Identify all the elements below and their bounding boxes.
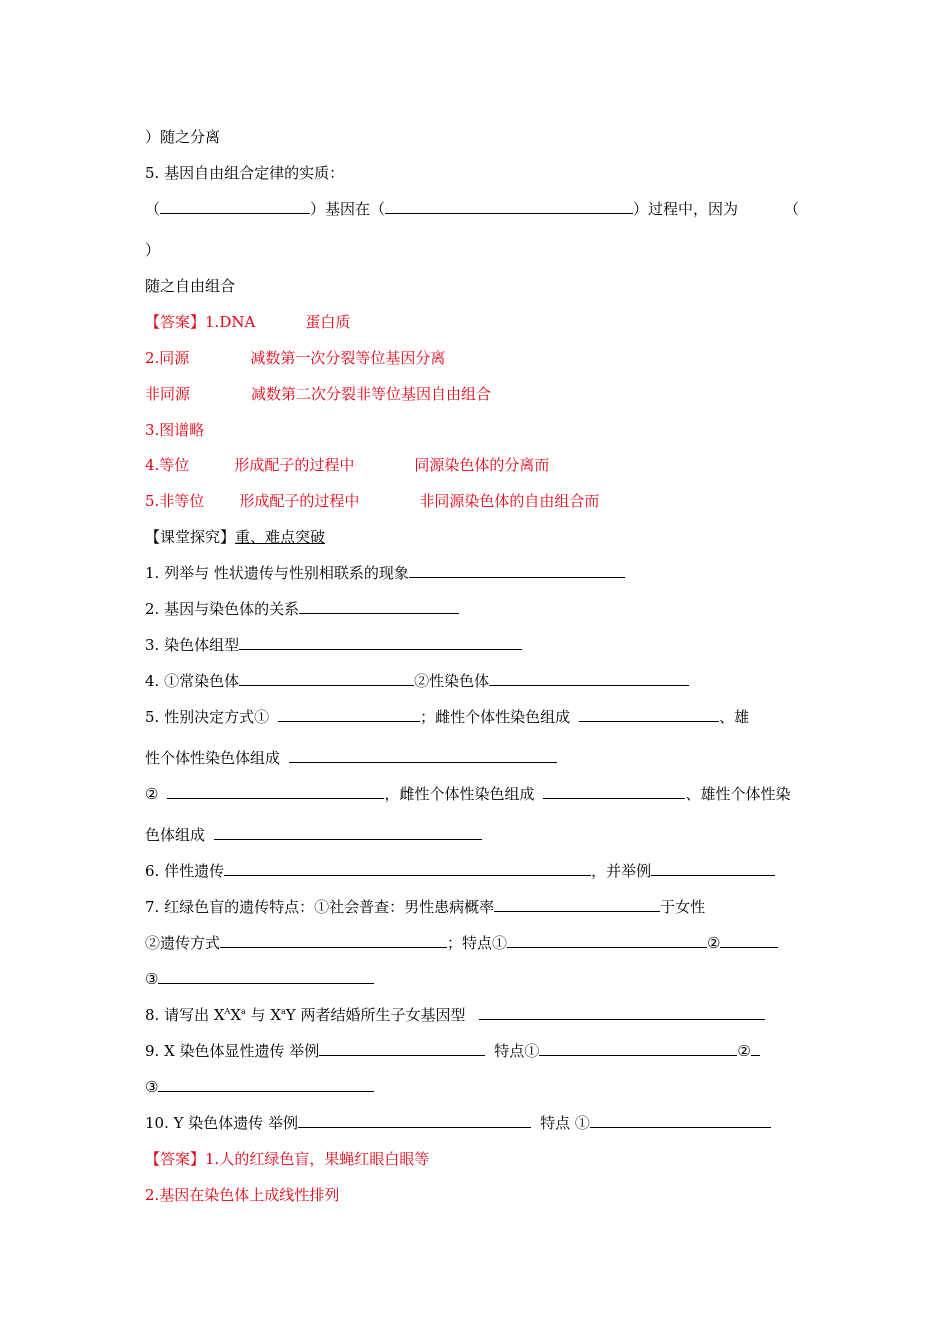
question-7a: 7. 红绿色盲的遗传特点：①社会普查：男性患病概率 于女性 (145, 898, 706, 916)
blank[interactable] (543, 784, 685, 799)
question-5a: 5. 性别决定方式① ；雌性个体性染色组成 、雄 (145, 708, 750, 726)
blank[interactable] (751, 1041, 760, 1056)
intro-line-1: 5. 基因自由组合定律的实质： (145, 164, 345, 182)
question-5b: 性个体性染色体组成 (145, 748, 557, 768)
answer-line-2: 2.同源 减数第一次分裂等位基因分离 (145, 349, 446, 367)
question-8: 8. 请写出 $X^AX^a$ 与 $X^aY$ 两者结婚所生子女基因型 (145, 1005, 765, 1025)
blank[interactable] (590, 1113, 771, 1128)
intro-line-2: （ ）基因在（ ）过程中，因为 （ (145, 200, 800, 218)
answer-line-5: 5.非等位 形成配子的过程中 非同源染色体的自由组合而 (145, 492, 600, 510)
blank[interactable] (160, 199, 310, 214)
answer-line-2b: 非同源 减数第二次分裂非等位基因自由组合 (145, 385, 492, 403)
blank[interactable] (158, 1077, 374, 1092)
question-9a: 9. X 染色体显性遗传 举例 特点① ② (145, 1041, 760, 1061)
question-7b: ②遗传方式 ；特点① ② (145, 933, 778, 953)
blank[interactable] (298, 1113, 531, 1128)
question-7c: ③ (145, 969, 374, 989)
blank[interactable] (214, 825, 482, 840)
blank[interactable] (651, 861, 775, 876)
blank[interactable] (489, 671, 689, 686)
blank[interactable] (539, 1041, 737, 1056)
blank[interactable] (158, 969, 374, 984)
question-5d: 色体组成 (145, 825, 482, 845)
blank[interactable] (494, 897, 660, 912)
blank[interactable] (299, 599, 459, 614)
intro-line-4: 随之自由组合 (145, 277, 236, 295)
answer-line-4: 4.等位 形成配子的过程中 同源染色体的分离而 (145, 456, 550, 474)
blank[interactable] (507, 933, 707, 948)
blank[interactable] (278, 707, 420, 722)
answer-line-3: 3.图谱略 (145, 421, 205, 439)
intro-line-0: ）随之分离 (145, 128, 221, 146)
question-6: 6. 伴性遗传 ，并举例 (145, 861, 775, 881)
section-heading: 【课堂探究】重、难点突破 (145, 528, 326, 546)
answer2-line-1: 【答案】1.人的红绿色盲，果蝇红眼白眼等 (145, 1150, 430, 1168)
question-9b: ③ (145, 1077, 374, 1097)
question-10: 10. Y 染色体遗传 举例 特点 ① (145, 1113, 771, 1133)
blank[interactable] (239, 635, 522, 650)
blank[interactable] (239, 671, 414, 686)
blank[interactable] (479, 1005, 765, 1020)
question-1: 1. 列举与 性状遗传与性别相联系的现象 (145, 563, 625, 583)
answer-line-1: 【答案】1.DNA 蛋白质 (145, 313, 351, 331)
blank[interactable] (579, 707, 719, 722)
blank[interactable] (289, 748, 557, 763)
blank[interactable] (167, 784, 384, 799)
question-5c: ② ，雌性个体性染色组成 、雄性个体性染 (145, 785, 791, 803)
question-2: 2. 基因与染色体的关系 (145, 599, 459, 619)
question-4: 4. ①常染色体 ②性染色体 (145, 671, 689, 691)
question-3: 3. 染色体组型 (145, 635, 522, 655)
blank[interactable] (220, 933, 447, 948)
blank[interactable] (319, 1041, 485, 1056)
intro-line-3: ） (145, 241, 161, 259)
blank[interactable] (224, 861, 591, 876)
blank[interactable] (385, 199, 633, 214)
blank[interactable] (720, 933, 778, 948)
answer2-line-2: 2.基因在染色体上成线性排列 (145, 1186, 340, 1204)
blank[interactable] (409, 563, 625, 578)
